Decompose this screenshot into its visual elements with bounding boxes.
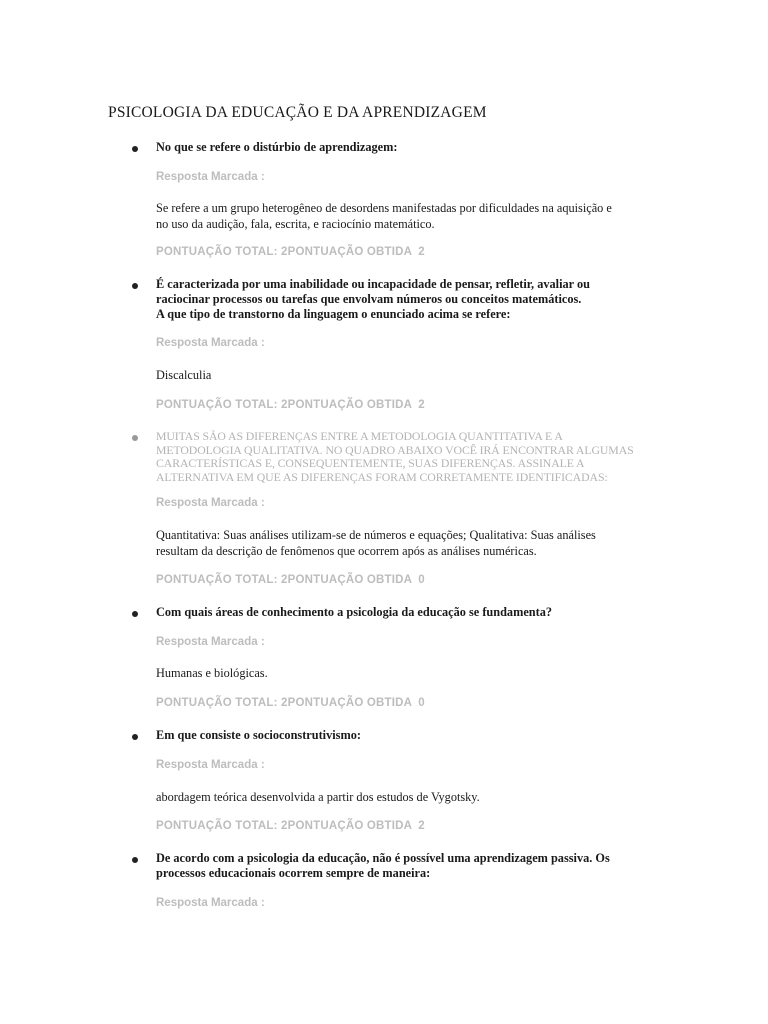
score-line (156, 574, 425, 586)
question-text (156, 728, 656, 743)
question-line: MUITAS SÃO AS DIFERENÇAS ENTRE A METODOLOGIA QUANTITATIVA E A (156, 429, 563, 443)
bullet-icon (132, 435, 138, 441)
answer-line: abordagem teórica desenvolvida a partir dos estudos de Vygotsky. (156, 790, 480, 804)
question-text (156, 430, 656, 484)
answer-label: Resposta Marcada : (156, 497, 265, 509)
answer-line: resultam da descrição de fenômenos que ocorrem após as análises numéricas. (156, 543, 537, 558)
score-obtained-label: PONTUAÇÃO OBTIDA (287, 574, 413, 586)
score-obtained-label: PONTUAÇÃO OBTIDA (287, 399, 413, 411)
score-total: PONTUAÇÃO TOTAL: 2 (156, 820, 288, 832)
score-line (156, 246, 425, 258)
score-line (156, 697, 425, 709)
answer-line: Quantitativa: Suas análises utilizam-se de números e equações; Qualitativa: Suas análises (156, 528, 596, 542)
answer-line: Discalculia (156, 368, 212, 382)
bullet-icon (132, 734, 138, 740)
answer-text (156, 201, 666, 232)
score-obtained-value: 2 (418, 820, 425, 832)
document-title: PSICOLOGIA DA EDUCAÇÃO E DA APRENDIZAGEM (108, 104, 487, 121)
question-line: É caracterizada por uma inabilidade ou incapacidade de pensar, refletir, avaliar ou (156, 277, 590, 291)
score-obtained-value: 0 (418, 574, 425, 586)
answer-label: Resposta Marcada : (156, 636, 265, 648)
question-text (156, 277, 656, 322)
score-obtained-label: PONTUAÇÃO OBTIDA (287, 820, 413, 832)
score-line (156, 399, 425, 411)
question-line: processos educacionais ocorrem sempre de maneira: (156, 866, 431, 880)
answer-label: Resposta Marcada : (156, 337, 265, 349)
question-text (156, 605, 656, 620)
question-line: Em que consiste o socioconstrutivismo: (156, 728, 361, 742)
question-line: CARACTERÍSTICAS E, CONSEQUENTEMENTE, SUAS DIFERENÇAS. ASSINALE A (156, 456, 585, 470)
score-obtained-label: PONTUAÇÃO OBTIDA (287, 697, 413, 709)
answer-label: Resposta Marcada : (156, 897, 265, 909)
score-total: PONTUAÇÃO TOTAL: 2 (156, 574, 288, 586)
answer-line: no uso da audição, fala, escrita, e raciocínio matemático. (156, 216, 435, 231)
question-line: De acordo com a psicologia da educação, não é possível uma aprendizagem passiva. Os (156, 851, 610, 865)
score-total: PONTUAÇÃO TOTAL: 2 (156, 246, 288, 258)
bullet-icon (132, 857, 138, 863)
score-line (156, 820, 425, 832)
question-line: ALTERNATIVA EM QUE AS DIFERENÇAS FORAM CORRETAMENTE IDENTIFICADAS: (156, 469, 608, 484)
answer-line: Se refere a um grupo heterogêneo de desordens manifestadas por dificuldades na aquisição e (156, 201, 612, 215)
bullet-icon (132, 283, 138, 289)
answer-label: Resposta Marcada : (156, 171, 265, 183)
answer-text (156, 368, 666, 384)
question-line: A que tipo de transtorno da linguagem o enunciado acima se refere: (156, 307, 511, 321)
answer-text (156, 790, 666, 806)
score-total: PONTUAÇÃO TOTAL: 2 (156, 697, 288, 709)
score-obtained-label: PONTUAÇÃO OBTIDA (287, 246, 413, 258)
question-line: No que se refere o distúrbio de aprendizagem: (156, 140, 398, 154)
question-text (156, 140, 656, 155)
score-obtained-value: 2 (418, 246, 425, 258)
bullet-icon (132, 146, 138, 152)
answer-label: Resposta Marcada : (156, 759, 265, 771)
question-line: METODOLOGIA QUALITATIVA. NO QUADRO ABAIXO VOCÊ IRÁ ENCONTRAR ALGUMAS (156, 442, 634, 457)
answer-line: Humanas e biológicas. (156, 666, 268, 680)
score-obtained-value: 2 (418, 399, 425, 411)
score-total: PONTUAÇÃO TOTAL: 2 (156, 399, 288, 411)
answer-text (156, 528, 666, 559)
score-obtained-value: 0 (418, 697, 425, 709)
question-text (156, 851, 656, 881)
bullet-icon (132, 611, 138, 617)
answer-text (156, 666, 666, 682)
question-line: raciocinar processos ou tarefas que envolvam números ou conceitos matemáticos. (156, 292, 582, 306)
question-line: Com quais áreas de conhecimento a psicologia da educação se fundamenta? (156, 605, 553, 619)
